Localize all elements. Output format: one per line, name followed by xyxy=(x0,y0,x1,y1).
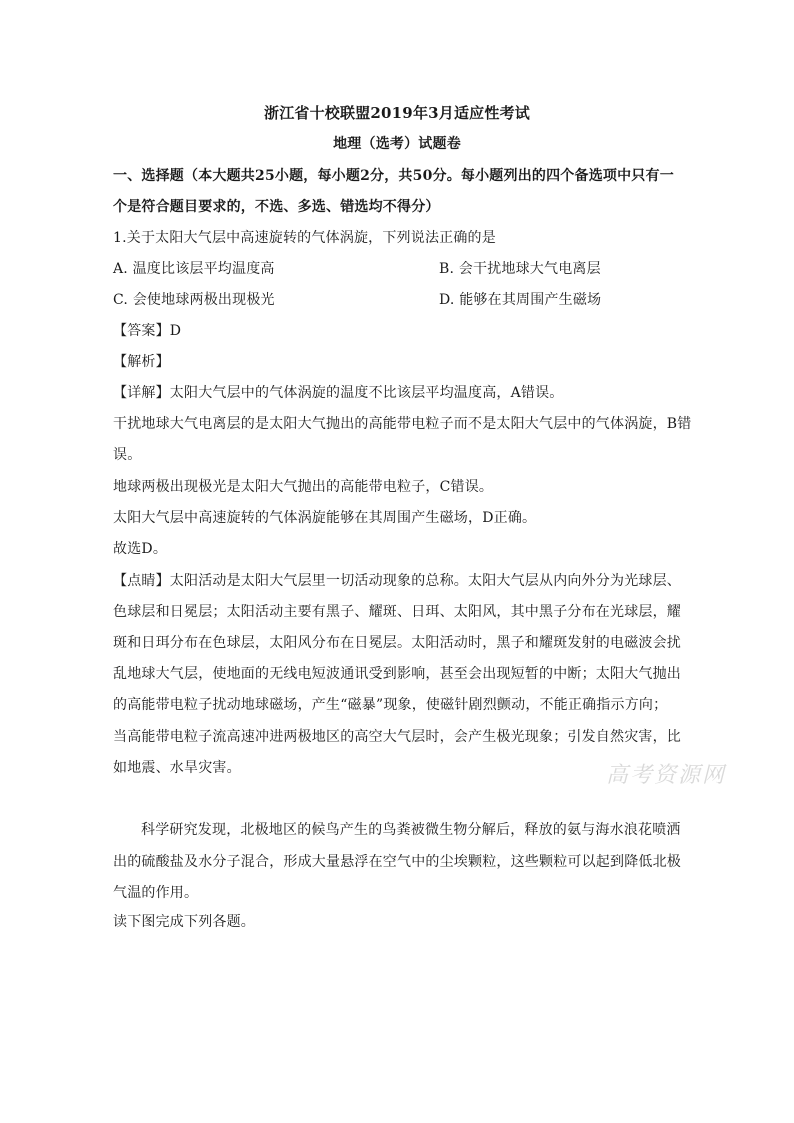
watermark: 高考资源网 xyxy=(606,763,727,788)
point-line-5: 的高能带电粒子扰动地球磁场，产生“磁暴”现象，使磁针剧烈颤动，不能正确指示方向； xyxy=(113,697,668,713)
passage-line-2: 出的硫酸盐及水分子混合，形成大量悬浮在空气中的尘埃颗粒，这些颗粒可以起到降低北极 xyxy=(113,854,681,870)
point-line-4: 乱地球大气层，使地面的无线电短波通讯受到影响，甚至会出现短暂的中断；太阳大气抛出 xyxy=(113,666,681,682)
analysis-label: 【解析】 xyxy=(113,354,170,370)
detail-line-4: 太阳大气层中高速旋转的气体涡旋能够在其周围产生磁场，D正确。 xyxy=(113,510,537,526)
passage-line-3: 气温的作用。 xyxy=(113,885,199,901)
point-line-6: 当高能带电粒子流高速冲进两极地区的高空大气层时，会产生极光现象；引发自然灾害，比 xyxy=(113,729,681,745)
detail-line-1: 【详解】太阳大气层中的气体涡旋的温度不比该层平均温度高，A错误。 xyxy=(113,385,564,401)
conclusion-line: 故选D。 xyxy=(113,541,168,557)
section-heading-line-1: 一、选择题（本大题共25小题，每小题2分，共50分。每小题列出的四个备选项中只有一 xyxy=(113,168,674,184)
point-line-7: 如地震、水旱灾害。 xyxy=(113,760,241,776)
option-b: B. 会干扰地球大气电离层 xyxy=(439,261,601,277)
option-d: D. 能够在其周围产生磁场 xyxy=(439,292,602,308)
answer-line: 【答案】D xyxy=(113,323,182,339)
passage-instruction: 读下图完成下列各题。 xyxy=(113,914,255,930)
question-1-stem: 1.关于太阳大气层中高速旋转的气体涡旋，下列说法正确的是 xyxy=(113,230,496,246)
detail-line-3: 地球两极出现极光是太阳大气抛出的高能带电粒子，C错误。 xyxy=(113,479,494,495)
section-heading-line-2: 个是符合题目要求的，不选、多选、错选均不得分） xyxy=(113,199,440,215)
point-line-1: 【点睛】太阳活动是太阳大气层里一切活动现象的总称。太阳大气层从内向外分为光球层、 xyxy=(113,573,681,589)
passage-line-1: 科学研究发现，北极地区的候鸟产生的鸟粪被微生物分解后，释放的氨与海水浪花喷洒 xyxy=(141,822,681,838)
point-line-2: 色球层和日冕层；太阳活动主要有黑子、耀斑、日珥、太阳风，其中黑子分布在光球层，耀 xyxy=(113,604,681,620)
exam-subtitle: 地理（选考）试题卷 xyxy=(333,136,461,152)
exam-title: 浙江省十校联盟2019年3月适应性考试 xyxy=(264,104,530,122)
point-line-3: 斑和日珥分布在色球层，太阳风分布在日冕层。太阳活动时，黑子和耀斑发射的电磁波会扰 xyxy=(113,635,681,651)
detail-line-2b: 误。 xyxy=(113,447,142,463)
detail-line-2a: 干扰地球大气电离层的是太阳大气抛出的高能带电粒子而不是太阳大气层中的气体涡旋，B错 xyxy=(113,416,692,432)
option-a: A. 温度比该层平均温度高 xyxy=(113,261,275,277)
option-c: C. 会使地球两极出现极光 xyxy=(113,292,275,308)
